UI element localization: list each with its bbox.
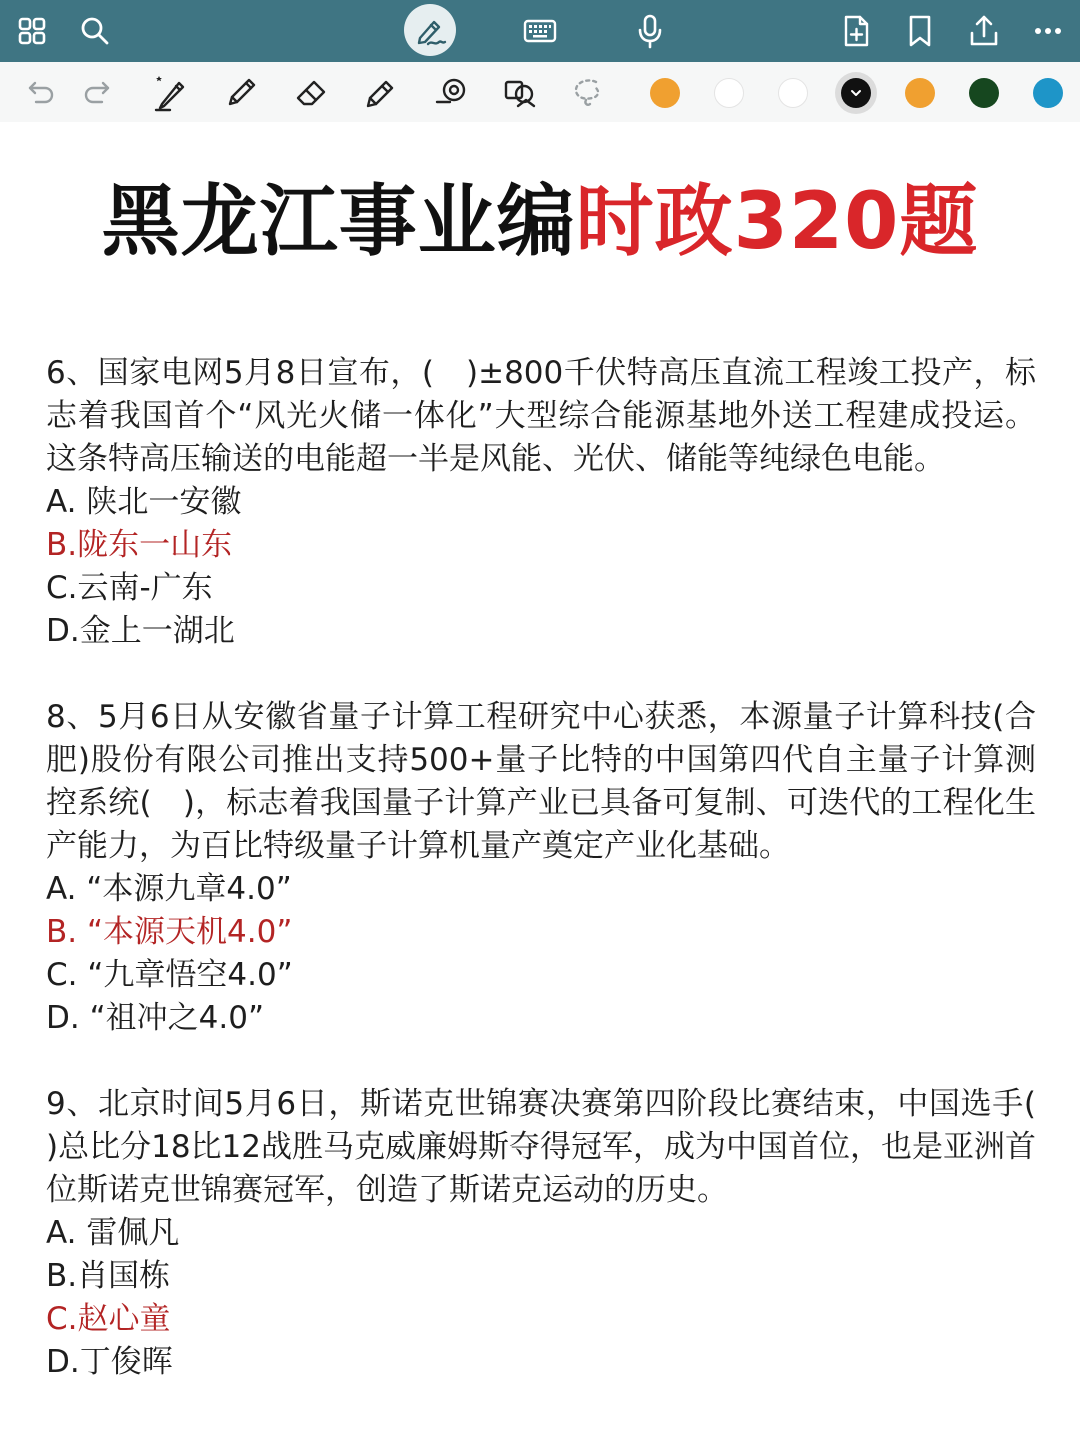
- option-d: D.金上一湖北: [46, 613, 235, 649]
- color-swatch-black-selected[interactable]: [841, 78, 871, 108]
- question-9: [46, 1083, 1077, 1384]
- option-c-correct: C.赵心童: [46, 1301, 171, 1337]
- question-text: 9、北京时间5月6日，斯诺克世锦赛决赛第四阶段比赛结束，中国选手( )总比分18比12战胜马克威廉姆斯夺得冠军，成为中国首位，也是亚洲首位斯诺克世锦赛冠军，创造了斯诺克运动的历史。: [46, 1086, 1077, 1208]
- shape-icon[interactable]: [430, 70, 474, 114]
- lasso-icon[interactable]: [566, 70, 610, 114]
- option-a: A. 雷佩凡: [46, 1215, 180, 1251]
- microphone-icon[interactable]: [628, 9, 672, 53]
- pen-mode-icon[interactable]: [404, 4, 456, 56]
- question-text: 6、国家电网5月8日宣布，( )±800千伏特高压直流工程竣工投产，标志着我国首个“风光火储一体化”大型综合能源基地外送工程建成投运。这条特高压输送的电能超一半是风能、光伏、储能等纯绿色电能。: [46, 355, 1036, 477]
- keyboard-icon[interactable]: [518, 9, 562, 53]
- option-b: B.肖国栋: [46, 1258, 171, 1294]
- question-list: [46, 352, 1077, 1427]
- option-d: D. “祖冲之4.0”: [46, 1000, 264, 1036]
- color-swatch-orange[interactable]: [650, 78, 680, 108]
- image-icon[interactable]: [498, 70, 542, 114]
- search-icon[interactable]: [73, 9, 117, 53]
- page-title: [0, 172, 1080, 272]
- option-b-correct: B.陇东一山东: [46, 527, 233, 563]
- option-a: A. “本源九章4.0”: [46, 871, 292, 907]
- option-b-correct: B. “本源天机4.0”: [46, 914, 293, 950]
- title-black-part: 黑龙江事业编: [101, 177, 576, 267]
- eraser-icon[interactable]: [290, 70, 334, 114]
- share-icon[interactable]: [962, 9, 1006, 53]
- option-a: A. 陕北一安徽: [46, 484, 242, 520]
- grid-icon[interactable]: [10, 9, 54, 53]
- redo-icon[interactable]: [78, 70, 122, 114]
- title-red-part: 时政320题: [575, 177, 979, 267]
- color-swatch-white[interactable]: [714, 78, 744, 108]
- more-icon[interactable]: [1026, 9, 1070, 53]
- color-swatch-white-2[interactable]: [778, 78, 808, 108]
- undo-icon[interactable]: [16, 70, 60, 114]
- new-page-icon[interactable]: [834, 9, 878, 53]
- pencil-icon[interactable]: [220, 70, 264, 114]
- top-app-bar: [0, 0, 1080, 62]
- question-text: 8、5月6日从安徽省量子计算工程研究中心获悉，本源量子计算科技(合肥)股份有限公司推出支持500+量子比特的中国第四代自主量子计算测控系统( )，标志着我国量子计算产业已具备可复制、可迭代的工程化生产能力，为百比特级量子计算机量产奠定产业化基础。: [46, 699, 1036, 864]
- question-6: [46, 352, 1036, 653]
- question-8: [46, 696, 1036, 1040]
- bookmark-icon[interactable]: [898, 9, 942, 53]
- option-c: C. “九章悟空4.0”: [46, 957, 293, 993]
- chevron-down-icon: [841, 78, 871, 108]
- fountain-pen-icon[interactable]: [148, 70, 192, 114]
- option-c: C.云南-广东: [46, 570, 213, 606]
- option-d: D.丁俊晖: [46, 1344, 173, 1380]
- color-swatch-blue[interactable]: [1033, 78, 1063, 108]
- color-swatch-dark-green[interactable]: [969, 78, 999, 108]
- highlighter-icon[interactable]: [358, 70, 402, 114]
- color-swatch-orange-2[interactable]: [905, 78, 935, 108]
